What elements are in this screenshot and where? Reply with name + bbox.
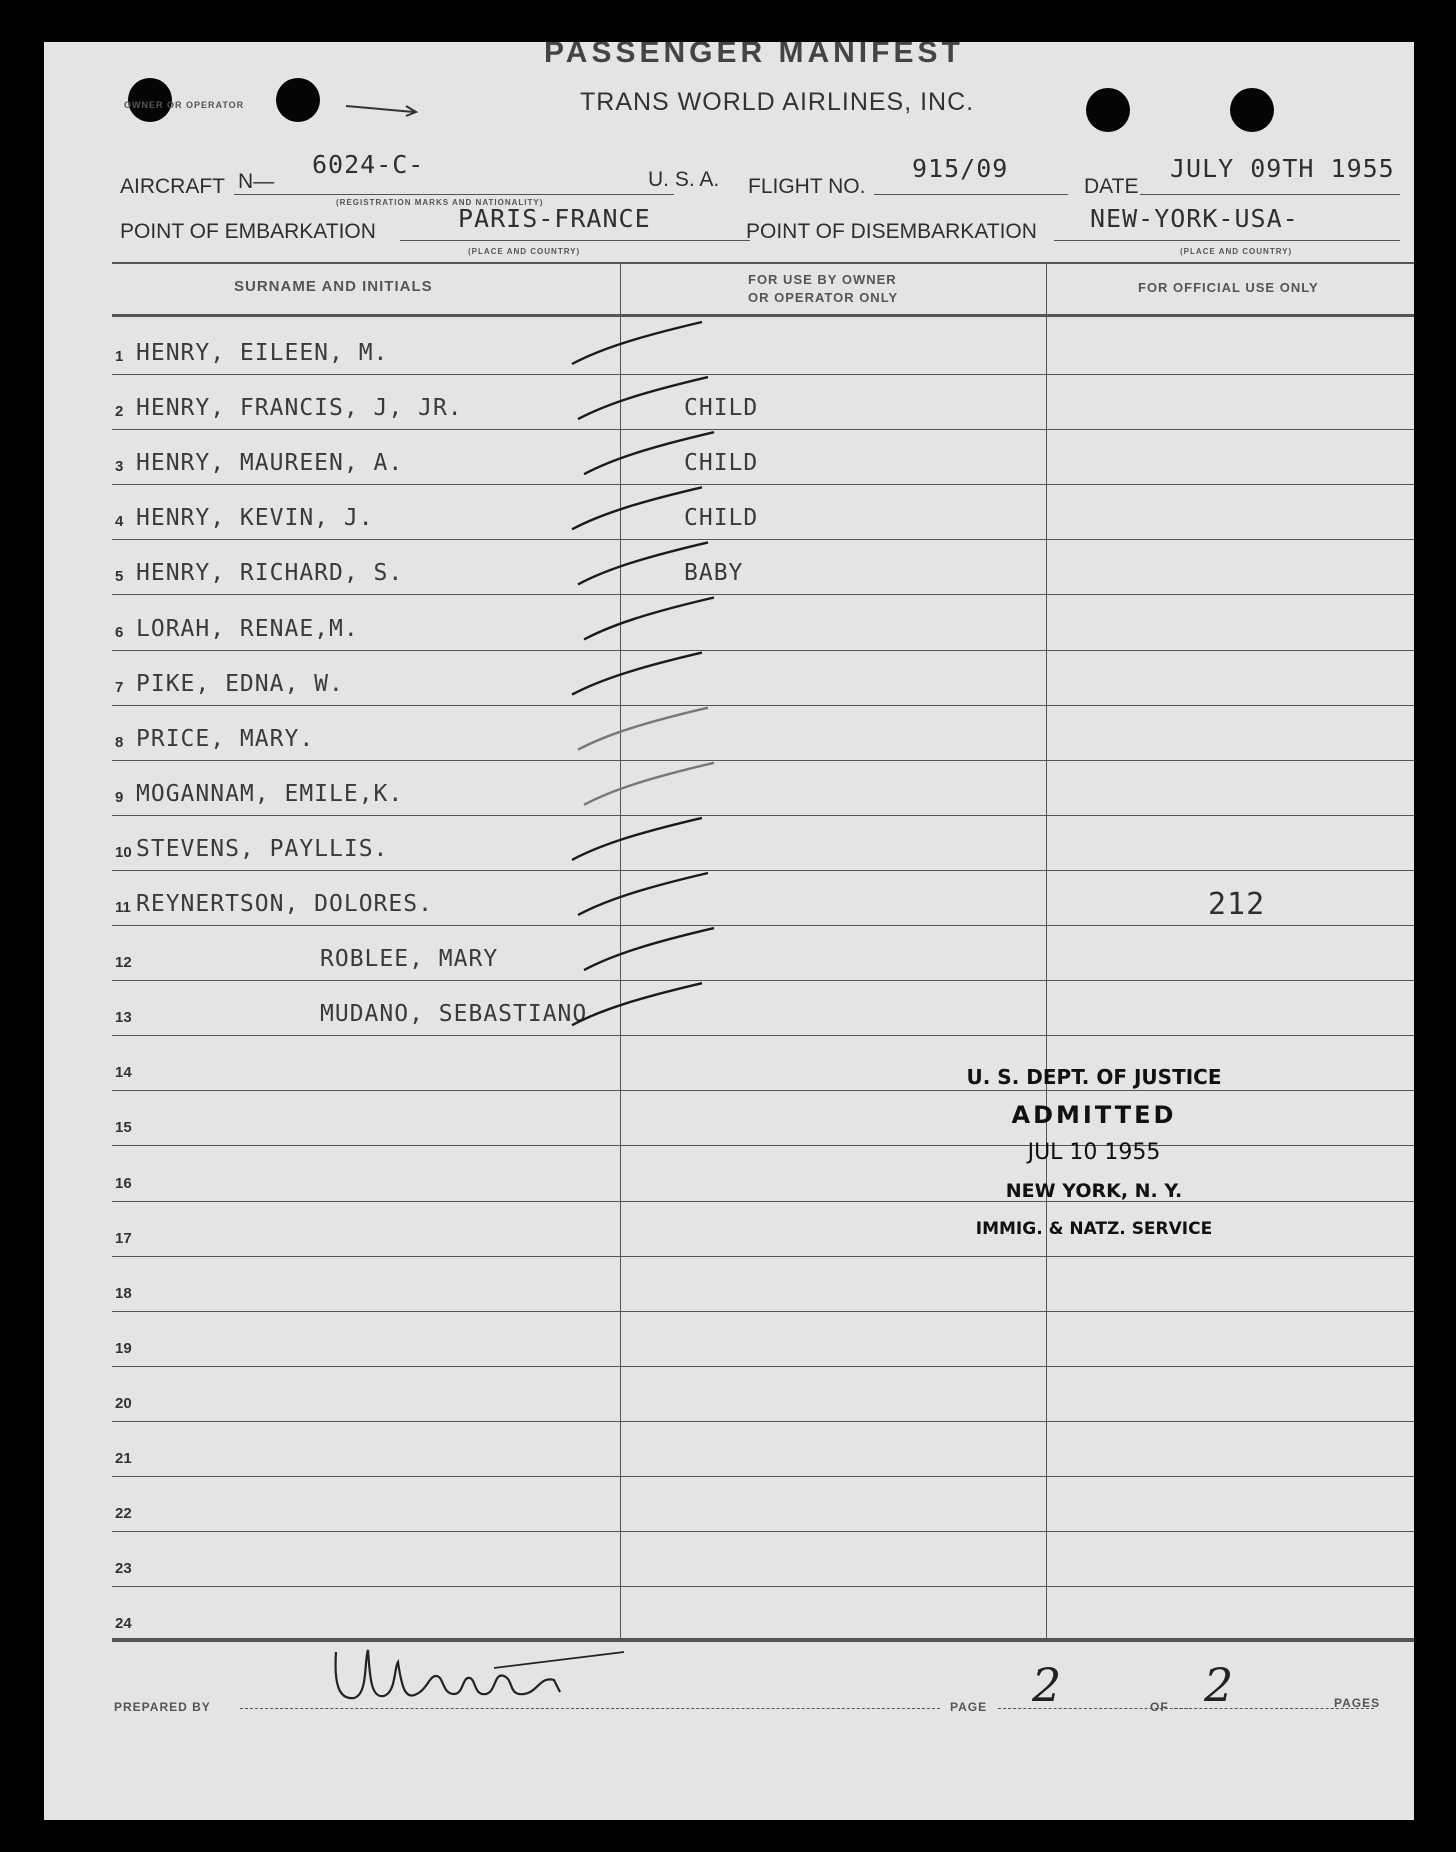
check-mark: [578, 377, 708, 419]
embarkation-value: PARIS-FRANCE: [458, 204, 651, 233]
prepared-by-label: PREPARED BY: [114, 1700, 211, 1714]
row-number: 9: [115, 788, 124, 806]
aircraft-prefix: N—: [238, 170, 275, 193]
passenger-note: BABY: [684, 560, 744, 587]
passenger-name: MOGANNAM, EMILE,K.: [136, 780, 404, 807]
row-number: 11: [115, 899, 131, 916]
operator-name: TRANS WORLD AIRLINES, INC.: [580, 88, 975, 116]
passenger-name: REYNERTSON, DOLORES.: [136, 891, 433, 917]
check-mark: [578, 542, 708, 584]
admitted-stamp: [924, 1058, 1264, 1248]
row-number: 10: [115, 843, 132, 861]
owner-label: OWNER OR OPERATOR: [124, 100, 245, 110]
aircraft-label: AIRCRAFT: [120, 175, 225, 198]
date-value: JULY 09TH 1955: [1170, 154, 1395, 183]
official-use-value: 212: [1208, 887, 1266, 922]
row-number: 1: [115, 348, 124, 365]
row-number: 12: [115, 954, 132, 972]
row-number: 18: [115, 1284, 132, 1302]
check-marks: [44, 42, 1414, 1820]
row-number: 4: [115, 513, 124, 531]
row-number: 17: [115, 1229, 132, 1247]
stamp-line: JUL 10 1955: [1027, 1140, 1161, 1165]
row-number: 15: [115, 1119, 132, 1137]
page-number: 2: [1032, 1658, 1062, 1712]
row-number: 6: [115, 623, 124, 641]
check-mark: [584, 432, 714, 474]
check-mark: [578, 708, 708, 750]
passenger-name: PIKE, EDNA, W.: [136, 670, 344, 697]
passenger-name: MUDANO, SEBASTIANO: [320, 1001, 588, 1028]
check-mark: [572, 322, 702, 364]
row-number: 3: [115, 458, 124, 476]
passenger-name: HENRY, EILEEN, M.: [136, 340, 389, 366]
row-number: 21: [115, 1450, 132, 1467]
col-header-owner-2: OR OPERATOR ONLY: [748, 290, 899, 305]
manifest-sheet: [44, 42, 1414, 1820]
row-number: 8: [115, 733, 124, 751]
passenger-note: CHILD: [684, 505, 759, 532]
signature: [324, 1632, 644, 1712]
row-number: 13: [115, 1009, 132, 1027]
check-mark: [584, 763, 714, 805]
passenger-name: HENRY, RICHARD, S.: [136, 560, 404, 587]
col-header-official: FOR OFFICIAL USE ONLY: [1138, 280, 1319, 295]
row-number: 20: [115, 1394, 132, 1412]
stamp-line: U. S. DEPT. OF JUSTICE: [966, 1065, 1222, 1089]
passenger-name: HENRY, MAUREEN, A.: [136, 450, 404, 477]
row-number: 14: [115, 1064, 132, 1082]
manifest-title: PASSENGER MANIFEST: [544, 42, 964, 69]
row-number: 19: [115, 1339, 132, 1357]
date-label: DATE: [1084, 175, 1139, 198]
passenger-name: HENRY, KEVIN, J.: [136, 505, 374, 532]
passenger-note: CHILD: [684, 395, 759, 422]
disembarkation-sub-label: (PLACE AND COUNTRY): [1180, 247, 1293, 256]
check-mark: [584, 598, 714, 640]
check-mark: [572, 653, 702, 695]
pages-label: PAGES: [1334, 1696, 1381, 1710]
table-bottom-border: [112, 1638, 1414, 1641]
row-number: 5: [115, 568, 124, 586]
disembarkation-value: NEW-YORK-USA-: [1090, 204, 1299, 233]
passenger-name: ROBLEE, MARY: [320, 946, 499, 973]
disembarkation-label: POINT OF DISEMBARKATION: [746, 220, 1037, 243]
embarkation-sub-label: (PLACE AND COUNTRY): [468, 247, 581, 256]
embarkation-label: POINT OF EMBARKATION: [120, 220, 376, 243]
flight-label: FLIGHT NO.: [748, 175, 866, 198]
col-header-surname: SURNAME AND INITIALS: [234, 278, 433, 295]
stamp-line: ADMITTED: [1011, 1101, 1177, 1129]
check-mark: [572, 983, 702, 1025]
aircraft-value: 6024-C-: [312, 150, 425, 179]
col-header-owner-1: FOR USE BY OWNER: [748, 272, 897, 287]
page-label: PAGE: [950, 1700, 988, 1714]
check-mark: [578, 873, 708, 915]
check-mark: [572, 818, 702, 860]
passenger-name: PRICE, MARY.: [136, 725, 315, 752]
passenger-note: CHILD: [684, 450, 759, 477]
stamp-line: IMMIG. & NATZ. SERVICE: [975, 1219, 1213, 1239]
check-mark: [572, 487, 702, 529]
check-mark: [584, 928, 714, 970]
row-number: 24: [115, 1615, 132, 1633]
passenger-name: LORAH, RENAE,M.: [136, 615, 359, 642]
row-number: 22: [115, 1505, 132, 1523]
usa-label: U. S. A.: [648, 168, 720, 191]
row-number: 23: [115, 1560, 132, 1578]
passenger-name: STEVENS, PAYLLIS.: [136, 835, 389, 862]
row-number: 7: [115, 678, 124, 696]
row-number: 2: [115, 403, 124, 421]
row-number: 16: [115, 1174, 132, 1192]
stamp-line: NEW YORK, N. Y.: [1005, 1180, 1183, 1202]
total-pages: 2: [1204, 1658, 1234, 1712]
flight-value: 915/09: [912, 154, 1009, 183]
passenger-name: HENRY, FRANCIS, J, JR.: [136, 395, 463, 422]
of-label: OF: [1150, 1700, 1169, 1714]
aircraft-sub-label: (REGISTRATION MARKS AND NATIONALITY): [336, 198, 544, 207]
